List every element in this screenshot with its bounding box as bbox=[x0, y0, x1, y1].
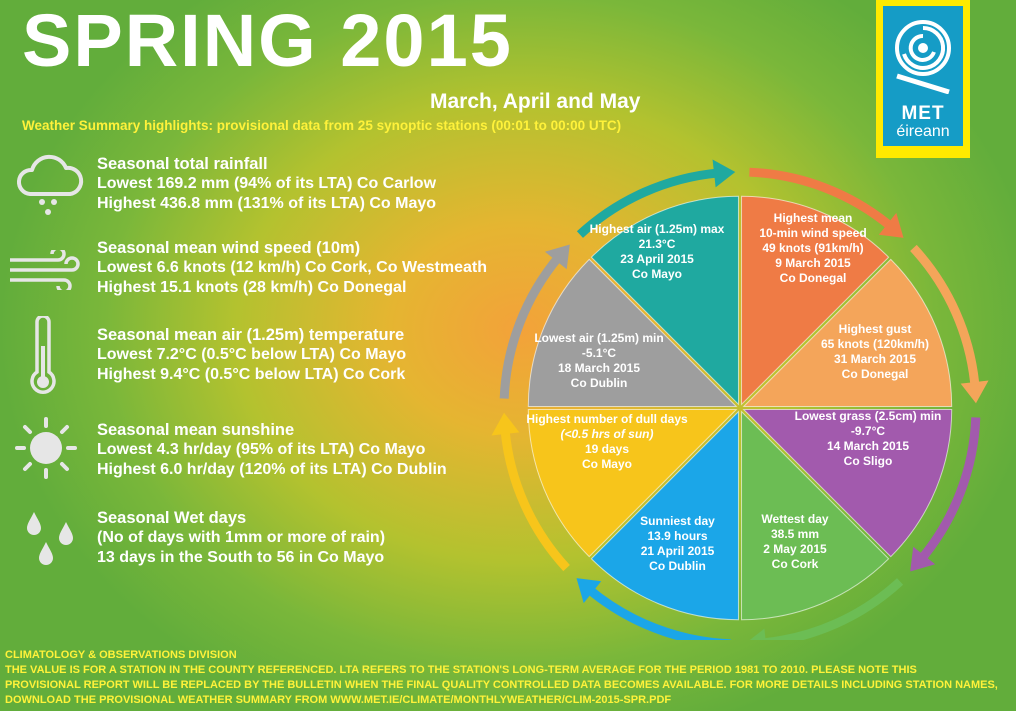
ring-arrowhead-highest-mean-wind bbox=[961, 381, 989, 404]
label-highest-mean-wind: Highest mean 10-min wind speed 49 knots (91km/h) 9 March 2015 Co Donegal bbox=[759, 211, 867, 285]
label-sunniest-day: Sunniest day 13.9 hours 21 April 2015 Co Dublin bbox=[640, 514, 715, 573]
stat-rainfall bbox=[97, 154, 436, 214]
stat-highest: Highest 436.8 mm (131% of its LTA) Co Mayo bbox=[97, 195, 437, 212]
thermometer-icon bbox=[28, 316, 58, 398]
stat-lowest: Lowest 7.2°C (0.5°C below LTA) Co Mayo bbox=[97, 346, 407, 363]
stat-sunshine bbox=[97, 420, 447, 480]
stat-temperature bbox=[97, 325, 406, 385]
footer-note-1: THE VALUE IS FOR A STATION IN THE COUNTY REFERENCED. LTA REFERS TO THE STATION'S LONG-TERM AVERAGE FOR THE PERIOD 1981 TO 2010. PLEASE NOTE THIS bbox=[5, 664, 917, 676]
stat-highest: Highest 9.4°C (0.5°C below LTA) Co Cork bbox=[97, 366, 406, 383]
swirl-logo-icon bbox=[893, 14, 953, 94]
footer-notes bbox=[5, 648, 1015, 708]
logo-text-eireann: éireann bbox=[896, 123, 950, 140]
ring-arrowhead-lowest-grass bbox=[745, 629, 768, 640]
cloud-rain-icon bbox=[14, 148, 86, 218]
stat-lowest: Lowest 169.2 mm (94% of its LTA) Co Carlow bbox=[97, 175, 437, 192]
stat-wet-days bbox=[97, 508, 385, 568]
label-lowest-grass: Lowest grass (2.5cm) min -9.7°C 14 March 2015 Co Sligo bbox=[794, 409, 942, 468]
stat-highest: Highest 15.1 knots (28 km/h) Co Donegal bbox=[97, 279, 407, 296]
stat-detail: (No of days with 1mm or more of rain) bbox=[97, 529, 386, 546]
label-highest-air-max: Highest air (1.25m) max 21.3°C 23 April 2015 Co Mayo bbox=[589, 222, 725, 281]
footer-note-2: PROVISIONAL REPORT WILL BE REPLACED BY THE BULLETIN WHEN THE FINAL QUALITY CONTROLLED DATA BECOMES AVAILABLE. FOR MORE DETAILS INCLUDING STATION NAMES, bbox=[5, 679, 998, 691]
stat-lowest: Lowest 6.6 knots (12 km/h) Co Cork, Co Westmeath bbox=[97, 259, 488, 276]
stat-heading: Seasonal total rainfall bbox=[97, 155, 268, 173]
label-wettest-day: Wettest day 38.5 mm 2 May 2015 Co Cork bbox=[761, 512, 829, 571]
label-lowest-air-min: Lowest air (1.25m) min -5.1°C 18 March 2015 Co Dublin bbox=[534, 331, 664, 390]
label-highest-gust: Highest gust 65 knots (120km/h) 31 March 2015 Co Donegal bbox=[820, 322, 930, 381]
footer-division: CLIMATOLOGY & OBSERVATIONS DIVISION bbox=[5, 649, 237, 661]
ring-arrowhead-lowest-air-min bbox=[713, 160, 736, 188]
stat-heading: Seasonal mean sunshine bbox=[97, 421, 295, 439]
page-title: SPRING 2015 bbox=[22, 0, 513, 82]
stat-heading: Seasonal mean air (1.25m) temperature bbox=[97, 326, 405, 344]
logo-text-met: MET bbox=[901, 103, 945, 124]
raindrops-icon bbox=[22, 508, 78, 570]
stat-heading: Seasonal Wet days bbox=[97, 509, 247, 527]
wind-icon bbox=[8, 250, 86, 290]
sun-icon bbox=[14, 416, 78, 480]
stat-lowest: Lowest 4.3 hr/day (95% of its LTA) Co Mayo bbox=[97, 441, 426, 458]
stat-range: 13 days in the South to 56 in Co Mayo bbox=[97, 549, 385, 566]
footer-link[interactable]: DOWNLOAD THE PROVISIONAL WEATHER SUMMARY FROM WWW.MET.IE/CLIMATE/MONTHLYWEATHER/CLIM-2015-SPR.PDF bbox=[5, 694, 672, 706]
stat-highest: Highest 6.0 hr/day (120% of its LTA) Co Dublin bbox=[97, 461, 447, 478]
stat-heading: Seasonal mean wind speed (10m) bbox=[97, 239, 361, 257]
page-subtitle: March, April and May bbox=[430, 90, 641, 113]
stat-wind bbox=[97, 238, 487, 298]
highlights-line: Weather Summary highlights: provisional data from 25 synoptic stations (00:01 to 00:00 UTC) bbox=[22, 118, 622, 133]
label-highest-dull-days: Highest number of dull days (<0.5 hrs of sun) 19 days Co Mayo bbox=[526, 412, 688, 471]
